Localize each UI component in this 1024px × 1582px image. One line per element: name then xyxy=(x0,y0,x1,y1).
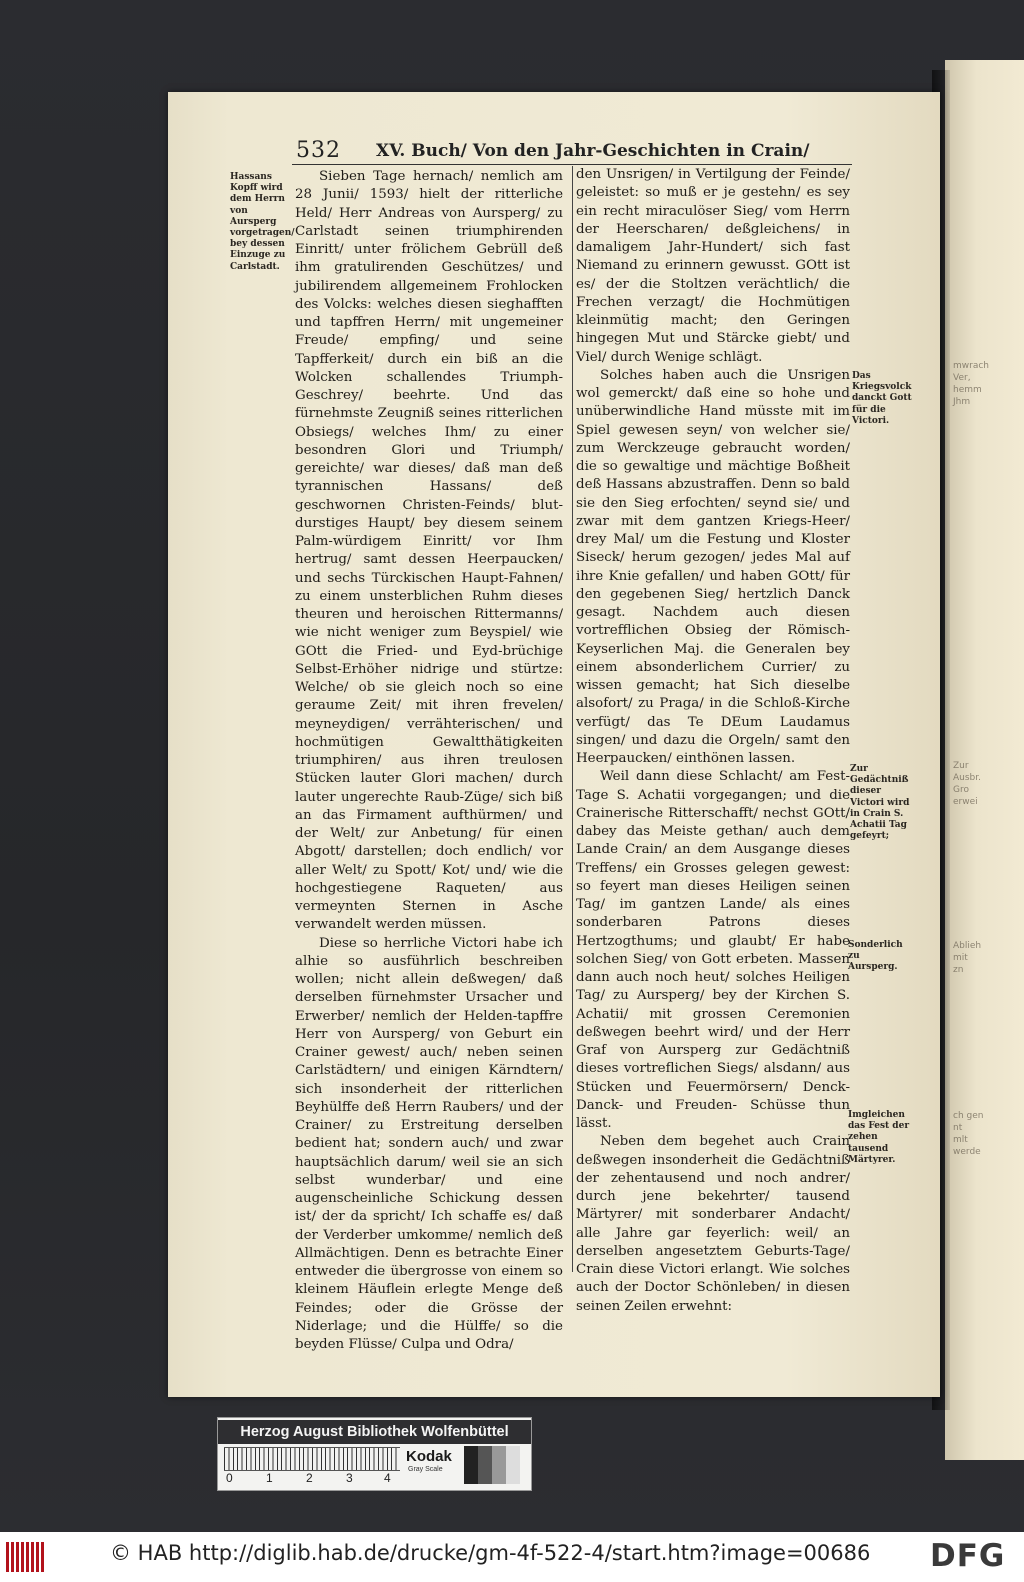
ruler-number: 3 xyxy=(346,1471,353,1485)
footer-bar xyxy=(0,1532,1024,1582)
paragraph: Diese so herrliche Victori habe ich alhie so ausführlich beschreiben wollen; nicht allein deßwegen/ daß derselben fürnehmster Ursacher und Erwerber/ nemlich der Helden-tapffre Herr von Aursperg/ von Geburt ein Crainer gewest/ auch/ neben seinen Carlstädtern/ und einigen Kärndtern/ sich insonderheit der ritterlichen Beyhülffe deß Herrn Raubers/ und der Crainer/ zu Erstreitung derselben bedient hat; sondern auch/ und zwar hauptsächlich darum/ weil sie an sich selbst wunderbar/ und eine augenscheinliche Schickung dessen ist/ der da spricht/ Ich schaffe es/ daß der Verderber umkomme/ nemlich deß Allmächtigen. Denn es betrachte Einer entweder die übergrosse von einem so kleinem Häuflein erlegte Menge deß Feindes; oder die Grösse der Niderlage; und die Hülffe/ so die beyden Flüsse/ Culpa und Odra/ xyxy=(295,935,563,1352)
gray-patch xyxy=(492,1446,506,1484)
right-column xyxy=(576,166,850,1316)
margin-note-thanks: Das Kriegsvolck danckt Gott für die Victori. xyxy=(852,371,912,426)
paragraph: Solches haben auch die Unsrigen wol gemerckt/ daß eine so hohe und unüberwindliche Hand müsste mit im Spiel gewesen seyn/ von welcher sie/ zum Werckzeuge gebraucht worden/ die so gewaltige und mächtige Boßheit deß Hassans abzustraffen. Denn so bald sie den Sieg erfochten/ seynd sie/ und zwar mit dem gantzen Kriegs-Heer/ drey Mal/ um die Festung und Kloster Siseck/ herum gezogen/ jedes Mal auf ihre Knie gefallen/ und haben GOtt/ für den gegebenen Sieg/ hertzlich Danck gesagt. Nachdem auch diesen vortrefflichen Obsieg der Römisch-Keyserlichen Maj. die Generalen bey einem absonderlichem Currier/ zu wissen gemacht; hat Sich dieselbe alsofort/ zu Praga/ in die Schloß-Kirche verfügt/ das Te DEum Laudamus singen/ und dazu die Orgeln/ samt den Heerpaucken/ einthönen lassen. xyxy=(576,367,850,766)
running-title: XV. Buch/ Von den Jahr-Geschichten in Crain/ xyxy=(376,141,810,161)
paragraph: Neben dem begehet auch Crain deßwegen insonderheit die Gedächtniß der zehentausend und noch andrer/ durch jene bekehrter/ tausend Märtyrer/ mit sonderbarer Andacht/ alle Jahre gar feyerlich: weil/ an derselben angesetztem Geburts-Tage/ Crain diese Victori erlangt. Wie solches auch der Doctor Schönleben/ in diesen seinen Zeilen erwehnt: xyxy=(576,1134,850,1314)
paragraph: Sieben Tage hernach/ nemlich am 28 Junii/ 1593/ hielt der ritterliche Held/ Herr Andreas von Aursperg/ zu Carlstadt seinen triumphirenden Einritt/ unter frölichem Gebrüll deß ihm gratulirenden Geschützes/ und jubilirendem allgemeinem Frohlocken des Volcks: welches diesen sieghafften und tapffren Herrn/ mit ungemeiner Freude/ empfing/ und seine Tapfferkeit/ durch ein biß an die Wolcken schallendes Triumph-Geschrey/ beehrte. Und das fürnehmste Zeugniß seines ritterlichen Obsiegs/ welches Ihm/ zu einer besondren Glori und Triumph/ gereichte/ war dieses/ daß man deß tyrannischen Hassans/ deß geschwornen Christen-Feinds/ blut-durstiges Haupt/ bey diesem seinem Palm-würdigem Einritt/ vor Ihm hertrug/ samt dessen Heerpaucken/ und sechs Türckischen Haupt-Fahnen/ zu einem unsterblichen Ruhm dieses theuren und heroischen Rittermanns/ wie nicht weniger zum Beyspiel/ wie GOtt die Fried- und Eyd-brüchige Selbst-Erhöher nidrige und stürtze: Welche/ ob sie gleich noch so eine geraume Zeit/ mit ihren frevelen/ meyneydigen/ verrähterischen/ und hochmütigen Gewaltthätigkeiten triumphiren/ aus ihren treulosen Stücken lauter Glori machen/ durch lauter ungerechte Raub-Züge/ sich biß an das Firmament aufthürmen/ und der Welt/ zur Anbetung/ für einen Abgott/ darstellen; doch endlich/ vor aller Welt/ zu Spott/ Kot/ und/ wie die hochgestiegene Raqueten/ aus vermeynten Sternen in Asche verwandelt werden müssen. xyxy=(295,169,563,933)
library-label: Herzog August Bibliothek Wolfenbüttel xyxy=(218,1420,531,1444)
dfg-logo: DFG xyxy=(930,1538,1006,1574)
gray-patch xyxy=(506,1446,520,1484)
gray-patch xyxy=(464,1446,478,1484)
ruler-scale xyxy=(224,1447,400,1471)
left-column xyxy=(295,168,563,1354)
margin-note-martyrs: Imgleichen das Fest der zehen tausend Märtyrer. xyxy=(848,1110,910,1165)
margin-note-achatii: Zur Gedächtniß dieser Victori wird in Crain S. Achatii Tag gefeyrt; xyxy=(850,764,910,842)
facing-page-edge: mwrach Ver, hemm Jhm Zur Ausbr. Gro erwei Ablieh mit zn ch gen nt mlt werde xyxy=(945,60,1024,1460)
ruler-number: 4 xyxy=(384,1471,391,1485)
ruler-number: 0 xyxy=(226,1471,233,1485)
running-head xyxy=(296,138,856,164)
page-number: 532 xyxy=(296,138,341,163)
gray-patch xyxy=(478,1446,492,1484)
paragraph: den Unsrigen/ in Vertilgung der Feinde/ geleistet: so muß er je gestehn/ es sey ein recht miraculöser Sieg/ vom Herrn der Heerscharen/ deßgleichens/ in damaligem Jahr-Hundert/ sich fast Niemand zu erinnern gewusst. GOtt ist es/ der die Stoltzen verächtlich/ die Frechen verzagt/ die Hochmütigen kleinmütig macht; den Geringen hingegen Mut und Stärcke giebt/ und Viel/ durch Wenige schlägt. xyxy=(576,167,850,365)
footer-copyright-url[interactable]: © HAB http://diglib.hab.de/drucke/gm-4f-522-4/start.htm?image=00686 xyxy=(110,1541,871,1565)
margin-note-aursperg: Sonderlich zu Aursperg. xyxy=(848,940,903,973)
header-rule xyxy=(292,164,852,165)
column-rule xyxy=(572,166,573,1272)
ruler-numbers xyxy=(224,1471,404,1487)
book-page xyxy=(168,92,940,1397)
kodak-brand: Kodak xyxy=(406,1448,452,1465)
margin-note-hassan: Hassans Kopff wird dem Herrn von Aursperg vorgetragen/ bey dessen Einzuge zu Carlstadt. xyxy=(230,172,295,272)
kodak-subtitle: Gray Scale xyxy=(408,1466,443,1473)
ruler-number: 2 xyxy=(306,1471,313,1485)
color-reference-card xyxy=(217,1417,532,1491)
hab-logo-icon xyxy=(6,1542,44,1572)
ruler-number: 1 xyxy=(266,1471,273,1485)
paragraph: Weil dann diese Schlacht/ am Fest-Tage S. Achatii vorgegangen; und die Crainerische Ritterschafft/ nechst GOtt/ dabey das Meiste gethan/ auch dem Lande Crain/ an dem Ausgange dieses Treffens/ ein Grosses gelegen gewest: so feyert man dieses Heiligen seinen Tag/ im gantzen Lande/ als eines sonderbaren Patrons dieses Hertzogthums; und glaubt/ Er habe solchen Sieg/ von Gott erbeten. Massen dann auch noch heut/ solches Heiligen Tag/ zu Aursperg/ bey der Kirchen S. Achatii/ mit grossen Ceremonien deßwegen beehrt wird/ und der Herr Graf von Aursperg zur Gedächtniß dieses vortreflichen Siegs/ alsdann/ aus Stücken und Feuermörsern/ Denck- Danck- und Freuden- Schüsse thun lässt. xyxy=(576,769,850,1131)
